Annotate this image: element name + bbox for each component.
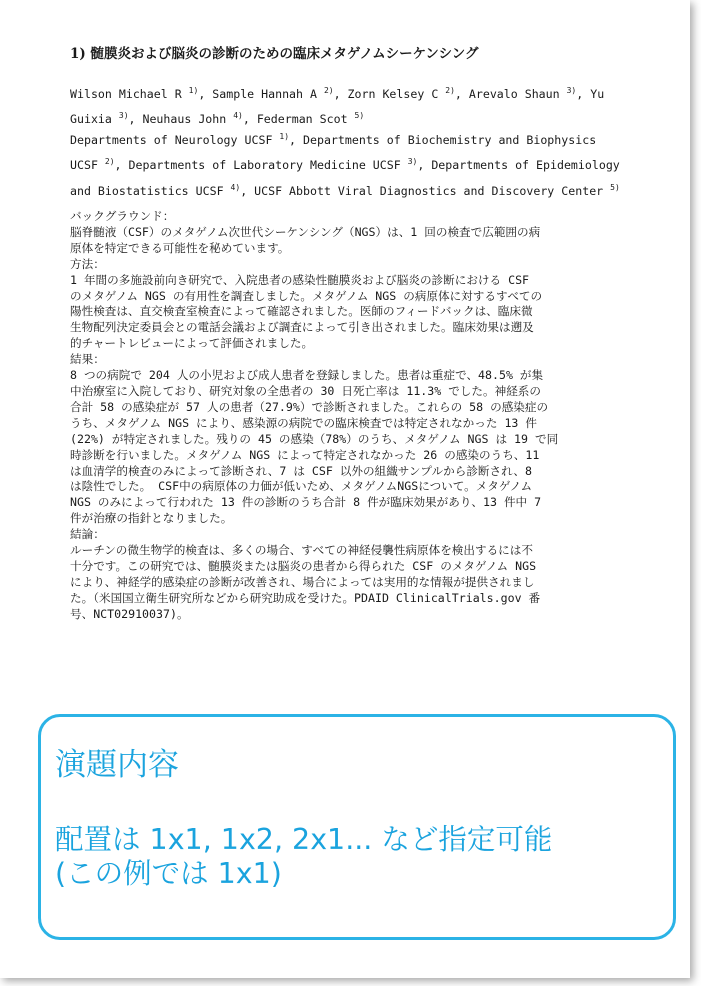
- methods-heading: 方法：: [70, 256, 105, 271]
- author-text: , Zorn Kelsey C: [333, 86, 446, 101]
- affiliation-text: , Departments of Laboratory Medicine UCSF: [114, 158, 408, 173]
- affiliation-line: [70, 126, 640, 151]
- author-sup: 1): [188, 86, 199, 95]
- abstract-line: ルーチンの微生物学的検査は、多くの場合、すべての神経侵襲性病原体を検出するには不: [70, 543, 533, 558]
- affiliation-text: , UCSF Abbott Viral Diagnostics and Discovery Center: [240, 183, 611, 198]
- abstract-line: により、神経学的感染症の診断が改善され、場合によっては実用的な情報が提供されまし: [70, 574, 535, 589]
- abstract-line: 号、NCT02910037)。: [70, 606, 189, 621]
- abstract-line: 8 つの病院で 204 人の小児および成人患者を登録しました。患者は重症で、48.5% が集: [70, 368, 544, 383]
- affiliation-text: UCSF: [70, 158, 105, 173]
- author-line: [70, 80, 630, 105]
- abstract-line: 十分です。この研究では、髄膜炎または脳炎の患者から得られた CSF のメタゲノム NGS: [70, 558, 537, 573]
- abstract-line: 合計 58 の感染症が 57 人の患者（27.9%）で診断されました。これらの 58 の感染症の: [70, 399, 549, 414]
- abstract-line: うち、メタゲノム NGS により、感染源の病院での臨床検査では特定されなかった 13 件: [70, 415, 537, 430]
- affiliation-sup: 3): [407, 157, 418, 167]
- callout-line: 配置は 1x1, 1x2, 2x1... など指定可能: [55, 823, 553, 856]
- callout-heading: 演題内容: [55, 747, 179, 783]
- annotation-callout: [38, 714, 676, 940]
- author-text: , Yu: [576, 86, 605, 101]
- affiliation-sup: 2): [104, 157, 115, 167]
- affiliation-sup: 4): [230, 182, 241, 192]
- affiliation-sup: 5): [610, 182, 620, 192]
- abstract-line: のメタゲノム NGS の有用性を調査しました。メタゲノム NGS の病原体に対するすべての: [70, 288, 543, 303]
- abstract-line: 原体を特定できる可能性を秘めています。: [70, 240, 290, 255]
- affiliation-line: [70, 151, 640, 176]
- author-sup: 3): [118, 111, 129, 121]
- abstract-line: は血清学的検査のみによって診断され、7 は CSF 以外の組織サンプルから診断され、8: [70, 463, 532, 478]
- author-text: Guixia: [70, 112, 119, 127]
- callout-body: [55, 823, 665, 891]
- abstract-line: 陽性検査は、直交検査室検査によって確認されました。医師のフィードバックは、臨床微: [70, 304, 533, 319]
- background-heading: バックグラウンド：: [70, 209, 175, 223]
- affiliation-text: , Departments of Biochemistry and Biophysics: [289, 132, 597, 147]
- abstract-line: 時診断を行いました。メタゲノム NGS によって特定されなかった 26 の感染のうち、11: [70, 447, 540, 462]
- abstract-line: 1 年間の多施設前向き研究で、入院患者の感染性髄膜炎および脳炎の診断における CSF: [70, 272, 530, 287]
- abstract-body: [70, 209, 636, 623]
- affiliation-text: , Departments of Epidemiology: [417, 158, 620, 173]
- callout-line: (この例では 1x1): [55, 857, 282, 890]
- abstract-line: 件が治療の指針となりました。: [70, 511, 233, 526]
- author-text: , Neuhaus John: [128, 112, 234, 127]
- abstract-line: 脳脊髄液（CSF）のメタゲノム次世代シーケンシング（NGS）は、1 回の検査で広範囲の病: [70, 224, 541, 239]
- abstract-line: た。（米国国立衛生研究所などから研究助成を受けた。PDAID ClinicalTrials.gov 番: [70, 590, 541, 605]
- author-sup: 2): [323, 86, 334, 95]
- author-list: [70, 80, 630, 131]
- author-sup: 2): [445, 86, 455, 95]
- abstract-line: は陰性でした。 CSF中の病原体の力価が低いため、メタゲノムNGSについて。メタゲノム: [70, 479, 533, 494]
- affiliation-list: [70, 126, 640, 202]
- affiliation-sup: 1): [279, 132, 290, 141]
- affiliation-line: [70, 177, 640, 202]
- author-text: Wilson Michael R: [70, 86, 189, 101]
- results-heading: 結果：: [70, 352, 105, 367]
- conclusion-heading: 結論：: [70, 527, 105, 542]
- abstract-line: 的チャートレビューによって評価されました。: [70, 336, 314, 351]
- affiliation-text: Departments of Neurology UCSF: [70, 132, 280, 147]
- author-sup: 5): [354, 111, 365, 121]
- author-sup: 3): [566, 86, 577, 95]
- abstract-line: 中治療室に入院しており、研究対象の全患者の 30 日死亡率は 11.3% でした。神経系の: [70, 383, 541, 398]
- abstract-line: NGS のみによって行われた 13 件の診断のうち合計 8 件が臨床効果があり、13 件中 7: [70, 495, 542, 510]
- author-text: , Arevalo Shaun: [454, 86, 567, 101]
- abstract-line: 生物配列決定委員会との電話会議および調査によって引き出されました。臨床効果は遡及: [70, 320, 534, 335]
- author-sup: 4): [233, 111, 243, 121]
- abstract-line: (22%) が特定されました。残りの 45 の感染（78%）のうち、メタゲノム NGS は 19 で同: [70, 431, 559, 446]
- paper-title: 1) 髄膜炎および脳炎の診断のための臨床メタゲノムシーケンシング: [70, 46, 479, 62]
- author-text: , Sample Hannah A: [198, 86, 324, 101]
- author-text: , Federman Scot: [242, 112, 355, 127]
- affiliation-text: and Biostatistics UCSF: [70, 183, 231, 198]
